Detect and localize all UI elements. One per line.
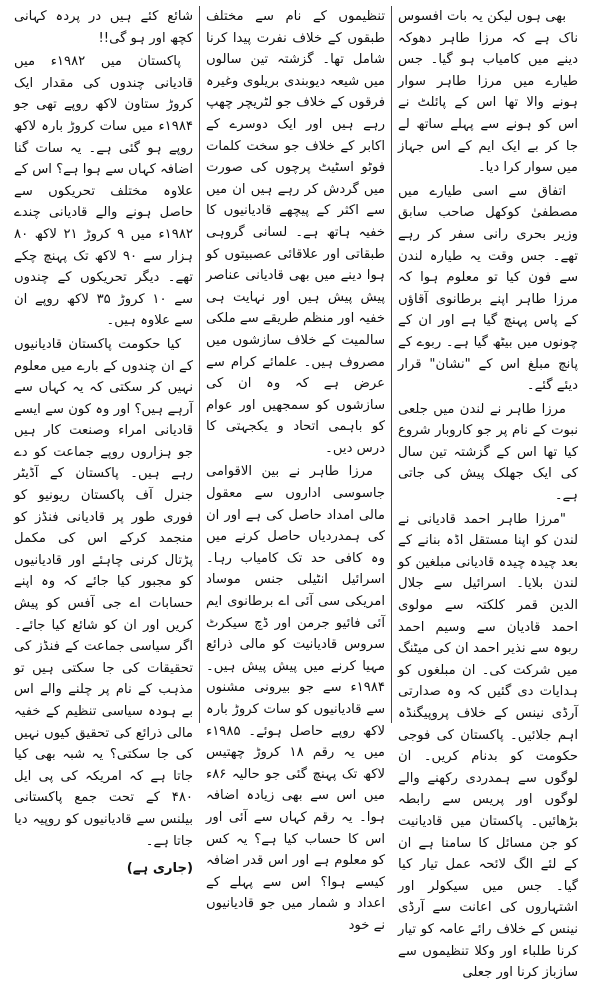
- paragraph: تنظیموں کے نام سے مختلف طبقوں کے خلاف نفرت پیدا کرنا شامل تھا۔ گزشتہ تین سالوں میں شیعہ دیوبندی بریلوی وغیرہ فرقوں کے خلاف جو لٹریچر چھپ رہے ہیں اور ایک دوسرے کے اکابر کے خلاف جو سخت کلمات فوٹو اسٹیٹ پرچوں کی صورت میں گردش کر رہے ہیں ان میں سے اکثر کے پیچھے قادیانیوں کا خفیہ ہاتھ ہے۔ لسانی گروہی طبقاتی اور علاقائی عصبیتوں کو ہوا دینے میں بھی قادیانی عناصر پیش پیش ہیں اور نہایت ہی خفیہ اور منظم طریقے سے ملکی سالمیت کے خلاف سازشوں میں مصروف ہیں۔ علمائے کرام سے عرض ہے کہ وہ ان کی سازشوں کو سمجھیں اور عوام کو باہمی اتحاد و یکجہتی کا درس دیں۔: [206, 9, 385, 456]
- paragraph: پاکستان میں ۱۹۸۲ء میں قادیانی چندوں کی مقدار ایک کروڑ ستاون لاکھ روپے تھی جو ۱۹۸۴ء میں سات کروڑ بارہ لاکھ روپے ہو گئی ہے۔ یہ سات گنا اضافہ کہاں سے ہوا ہے؟ اس کے علاوہ مختلف تحریکوں سے حاصل ہونے والے قادیانی چندے ۱۹۸۲ء میں ۹ کروڑ ۲۱ لاکھ ۸۰ ہزار سے ۹۰ لاکھ تک پہنچ چکے تھے۔ دیگر تحریکوں کے چندوں سے ۱۰ کروڑ ۳۵ لاکھ روپے ان سے علاوہ ہیں۔: [14, 54, 193, 329]
- column-right: [392, 6, 584, 981]
- quoted-paragraph: "مرزا طاہر احمد قادیانی نے لندن کو اپنا مستقل اڈہ بنانے کے بعد چیدہ چیدہ قادیانی مبلغین کو لندن بلایا۔ اسرائیل سے جلال الدین قمر کلکتہ سے مولوی احمد قادیان سے وسیم احمد ربوہ سے نذیر احمد ان کی میٹنگ میں شرکت کی۔ ان مبلغوں کو ہدایات دی گئیں کہ وہ صدارتی آرڈی نینس کے خلاف پروپیگنڈہ اہم جلائیں۔ پاکستان کی فوجی حکومت کو بدنام کریں۔ ان لوگوں سے ہمدردی رکھنے والے لوگوں اور پریس سے رابطہ بڑھائیں۔ پاکستان میں قادیانیت کو جن مسائل کا سامنا ہے ان کے لئے الگ لائحہ عمل تیار کیا گیا۔ جس میں سیکولر اور اشتہاروں کی اعانت سے آرڈی نینس کے خلاف رائے عامہ کو تیار کرنا طلباء اور وکلا تنظیموں سے سازباز کرنا اور جعلی: [398, 511, 578, 981]
- column-middle: [200, 6, 392, 933]
- paragraph: مرزا طاہر نے لندن میں جلعی نبوت کے نام پر جو کاروبار شروع کیا تھا اس کے گزشتہ تین سال کی ایک جھلک پیش کی جاتی ہے۔: [398, 401, 578, 504]
- column-left: [8, 6, 200, 877]
- paragraph: مرزا طاہر نے بین الاقوامی جاسوسی اداروں سے معقول مالی امداد حاصل کی ہے اور ان کی ہمدردیاں حاصل کرنے میں وہ کافی حد تک کامیاب رہا۔ اسرائیل انٹیلی جنس موساد امریکی سی آئی اے برطانوی ایم آئی فائیو جرمن اور ڈچ سیکرٹ سروس قادیانیت کو مالی ذرائع مہیا کرنے میں پیش پیش ہیں۔ ۱۹۸۴ء سے جو بیرونی مشنوں سے قادیانیوں کو سات کروڑ بارہ لاکھ روپے حاصل ہوئے۔ ۱۹۸۵ء میں یہ رقم ۱۸ کروڑ چھتیس لاکھ تک پہنچ گئی جو حالیہ ۸۶ء میں اس سے بھی زیادہ اضافہ ہوا۔ یہ رقم کہاں سے آئی اور اس کا حساب کیا ہے؟ یہ کس کو معلوم ہے اور اس قدر اضافہ کیسے ہوا؟ اس سے پہلے کے اعداد و شمار میں جو قادیانیوں نے خود: [206, 464, 385, 933]
- paragraph: بھی ہوں لیکن یہ بات افسوس ناک ہے کہ مرزا طاہر دھوکہ دینے میں کامیاب ہو گیا۔ جس طیارے میں مرزا طاہر سوار ہونے والا تھا اس کے پائلٹ نے اس کو ہونے سے پہلے ساتھ لے جا کر بے ایک ایم کے اس جہاز میں سوار کرا دیا۔: [398, 9, 578, 176]
- paragraph: اتفاق سے اسی طیارے میں مصطفیٰ کوکھل صاحب سابق وزیر بحری رانی سفر کر رہے تھے۔ جس وقت یہ طیارہ لندن سے فون کیا تو معلوم ہوا کہ مرزا طاہر اپنے برطانوی آقاؤں کے پاس پہنچ گیا ہے اور ان کے چونوں میں بیٹھ گیا ہے۔ ربوے کے پانچ مبلغ اس کے "نشان" قرار دیئے گئے۔: [398, 183, 578, 394]
- paragraph: کیا حکومت پاکستان قادیانیوں کے ان چندوں کے بارے میں معلوم نہیں کر سکتی کہ یہ کہاں سے آرہے ہیں؟ اور وہ کون سے ایسے قادیانی امراء وصنعت کار ہیں جو ہزاروں روپے جماعت کو دے رہے ہیں۔ پاکستان کے آڈیٹر جنرل آف پاکستان ریونیو کو فوری طور پر قادیانی فنڈز کو منجمد کرکے اس کی مکمل پڑتال کرنی چاہئے اور قادیانیوں کو مجبور کیا جائے کہ وہ اپنے حسابات اے جی آفس کو پیش کریں اور ان کو شائع کیا جائے۔ اگر سیاسی جماعت کے فنڈز کی تحقیقات کی جا سکتی ہیں تو مذہب کے نام پر چلنے والے اس بے ہودہ سیاسی تنظیم کے خفیہ مالی ذرائع کی تحقیق کیوں نہیں کی جا سکتی؟ یہ شبہ بھی کیا جاتا ہے کہ امریکہ کی پی ایل ۴۸۰ کے تحت جمع پاکستانی بیلنس سے قادیانیوں کو روپیہ دیا جاتا ہے۔: [14, 336, 193, 849]
- continued-note: (جاری ہے): [126, 861, 193, 877]
- paragraph: شائع کئے ہیں در پردہ کہانی کچھ اور ہو گی!!: [14, 9, 193, 46]
